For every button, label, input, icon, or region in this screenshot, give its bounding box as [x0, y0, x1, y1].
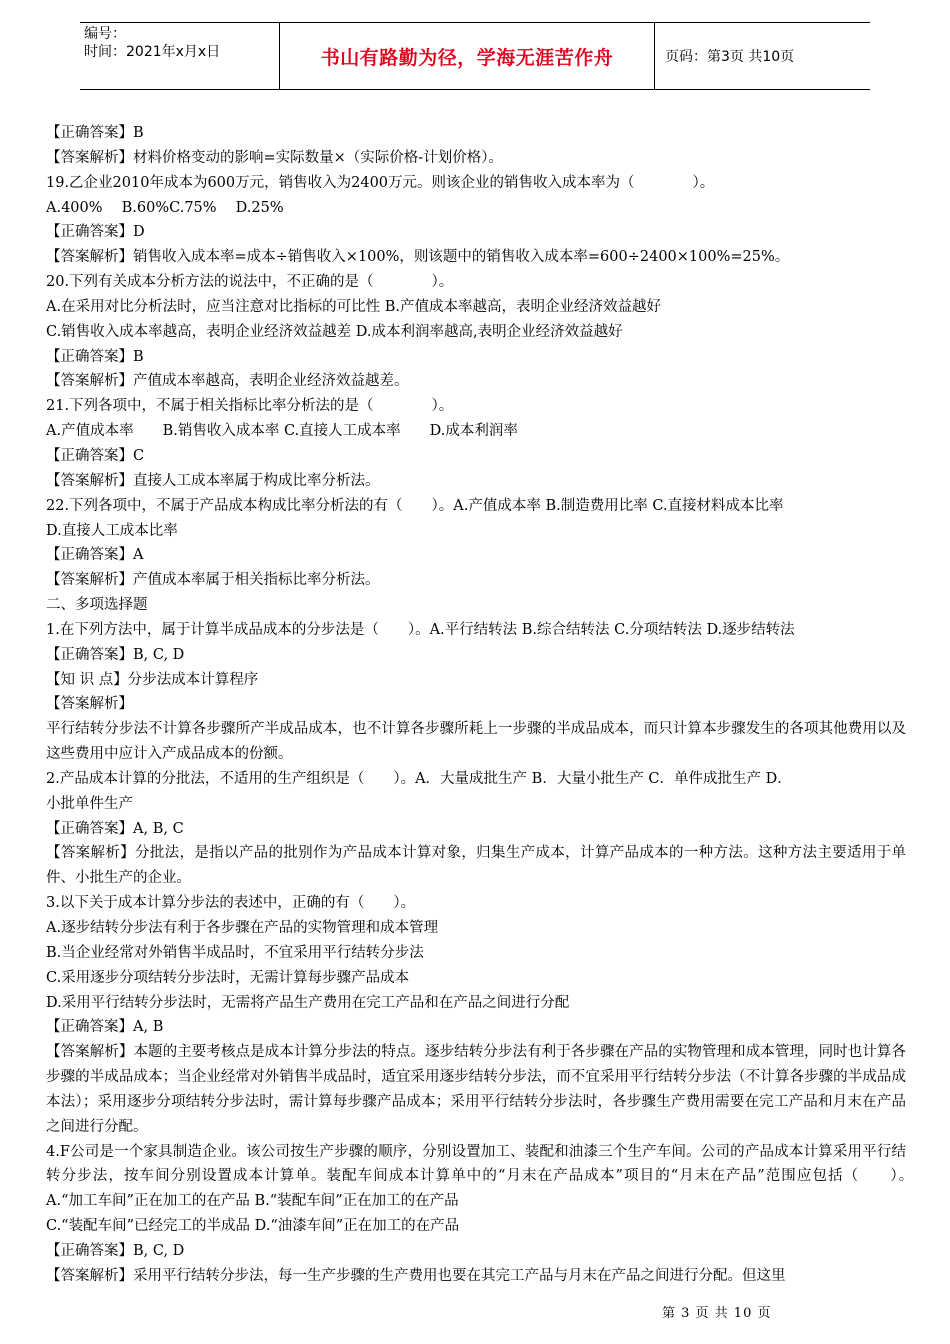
text-line: 20.下列有关成本分析方法的说法中，不正确的是（ ）。: [46, 274, 454, 291]
text-line: 小批单件生产: [46, 795, 133, 812]
text-line: 【答案解析】产值成本率属于相关指标比率分析法。: [46, 572, 380, 589]
text-line: 19.乙企业2010年成本为600万元，销售收入为2400万元。则该企业的销售收入成本率为（ ）。: [46, 174, 715, 191]
page-info-text: 页码：第3页 共10页: [665, 49, 795, 65]
text-line: 1.在下列方法中，属于计算半成品成本的分步法是（ ）。A.平行结转法 B.综合结转法 C.分项结转法 D.逐步结转法: [46, 621, 795, 638]
text-line: 【答案解析】产值成本率越高，表明企业经济效益越差。: [46, 373, 409, 390]
text-line: 【正确答案】C: [46, 447, 145, 464]
text-line: 【答案解析】销售收入成本率=成本÷销售收入×100%，则该题中的销售收入成本率=600÷2400×100%=25%。: [46, 249, 790, 266]
text-line: A.400% B.60%C.75% D.25%: [46, 199, 284, 216]
text-line: 【正确答案】D: [46, 224, 145, 241]
text-line: D.直接人工成本比率: [46, 522, 178, 539]
text-line: 【正确答案】A, B: [46, 1019, 164, 1036]
text-line: A.产值成本率 B.销售收入成本率 C.直接人工成本率 D.成本利润率: [46, 423, 518, 440]
document-time-label: 时间：2021年x月x日: [84, 44, 221, 60]
text-line: 【答案解析】材料价格变动的影响=实际数量×（实际价格-计划价格）。: [46, 149, 503, 166]
text-line: 【正确答案】B, C, D: [46, 646, 185, 663]
text-line: B.当企业经常对外销售半成品时，不宜采用平行结转分步法: [46, 944, 424, 961]
document-number-label: 编号：: [84, 26, 126, 42]
header-info-cell: [80, 23, 280, 89]
text-line: C.采用逐步分项结转分步法时，无需计算每步骤产品成本: [46, 969, 410, 986]
text-line: 【知 识 点】分步法成本计算程序: [46, 671, 259, 688]
section-heading: 二、多项选择题: [46, 597, 148, 614]
text-line: 3.以下关于成本计算分步法的表述中，正确的有（ ）。: [46, 895, 416, 912]
text-paragraph: 平行结转分步法不计算各步骤所产半成品成本，也不计算各步骤所耗上一步骤的半成品成本，而只计算本步骤发生的各项其他费用以及这些费用中应计入产成品成本的份额。: [46, 721, 906, 763]
text-line: 【正确答案】B: [46, 125, 144, 141]
text-line: 2.产品成本计算的分批法，不适用的生产组织是（ ）。A．大量成批生产 B．大量小批生产 C．单件成批生产 D．: [46, 770, 792, 787]
motto-text: 书山有路勤为径，学海无涯苦作舟: [320, 46, 614, 69]
text-line: C.销售收入成本率越高，表明企业经济效益越差 D.成本利润率越高,表明企业经济效益越好: [46, 323, 623, 340]
text-paragraph: 【答案解析】本题的主要考核点是成本计算分步法的特点。逐步结转分步法有利于各步骤在产品的实物管理和成本管理，同时也计算各步骤的半成品成本；当企业经常对外销售半成品时，适宜采用逐步结转分步法，而不宜采用平行结转分步法（不计算各步骤的半成品成本法）；采用逐步分项结转分步法时，需计算每步骤产品成本；采用平行结转分步法时，各步骤生产费用需要在完工产品和月末在产品之间进行分配。: [46, 1044, 906, 1135]
header-motto: [280, 23, 655, 89]
text-line: 【答案解析】: [46, 696, 133, 713]
text-line: D.采用平行结转分步法时，无需将产品生产费用在完工产品和在产品之间进行分配: [46, 994, 570, 1011]
text-line: 【答案解析】采用平行结转分步法，每一生产步骤的生产费用也要在其完工产品与月末在产品之间进行分配。但这里: [46, 1267, 786, 1284]
header-page-info: [655, 23, 870, 89]
text-line: 【正确答案】A, B, C: [46, 820, 184, 837]
text-line: 21.下列各项中，不属于相关指标比率分析法的是（ ）。: [46, 398, 454, 415]
text-line: 【答案解析】直接人工成本率属于构成比率分析法。: [46, 472, 380, 489]
page-header: [80, 22, 870, 90]
page-footer: 第 3 页 共 10 页: [662, 1306, 772, 1321]
text-paragraph: 4.F公司是一个家具制造企业。该公司按生产步骤的顺序，分别设置加工、装配和油漆三个生产车间。公司的产品成本计算采用平行结转分步法，按车间分别设置成本计算单。装配车间成本计算单中的“月末在产品成本”项目的“月末在产品”范围应包括（ ）。 A.“加工车间”正在加工的在产品 B.“装配车间”正在加工的在产品: [46, 1143, 935, 1210]
text-line: 22.下列各项中，不属于产品成本构成比率分析法的有（ ）。A.产值成本率 B.制造费用比率 C.直接材料成本比率: [46, 497, 784, 514]
text-paragraph: 【答案解析】分批法，是指以产品的批别作为产品成本计算对象，归集生产成本，计算产品成本的一种方法。这种方法主要适用于单件、小批生产的企业。: [46, 845, 906, 887]
text-line: 【正确答案】B: [46, 348, 144, 365]
text-line: 【正确答案】A: [46, 547, 144, 564]
text-line: A.在采用对比分析法时，应当注意对比指标的可比性 B.产值成本率越高，表明企业经济效益越好: [46, 298, 661, 315]
text-line: A.逐步结转分步法有利于各步骤在产品的实物管理和成本管理: [46, 920, 439, 936]
text-line: 【正确答案】B, C, D: [46, 1242, 185, 1259]
text-line: C.“装配车间”已经完工的半成品 D.“油漆车间”正在加工的在产品: [46, 1218, 460, 1235]
document-body: [46, 121, 935, 1289]
